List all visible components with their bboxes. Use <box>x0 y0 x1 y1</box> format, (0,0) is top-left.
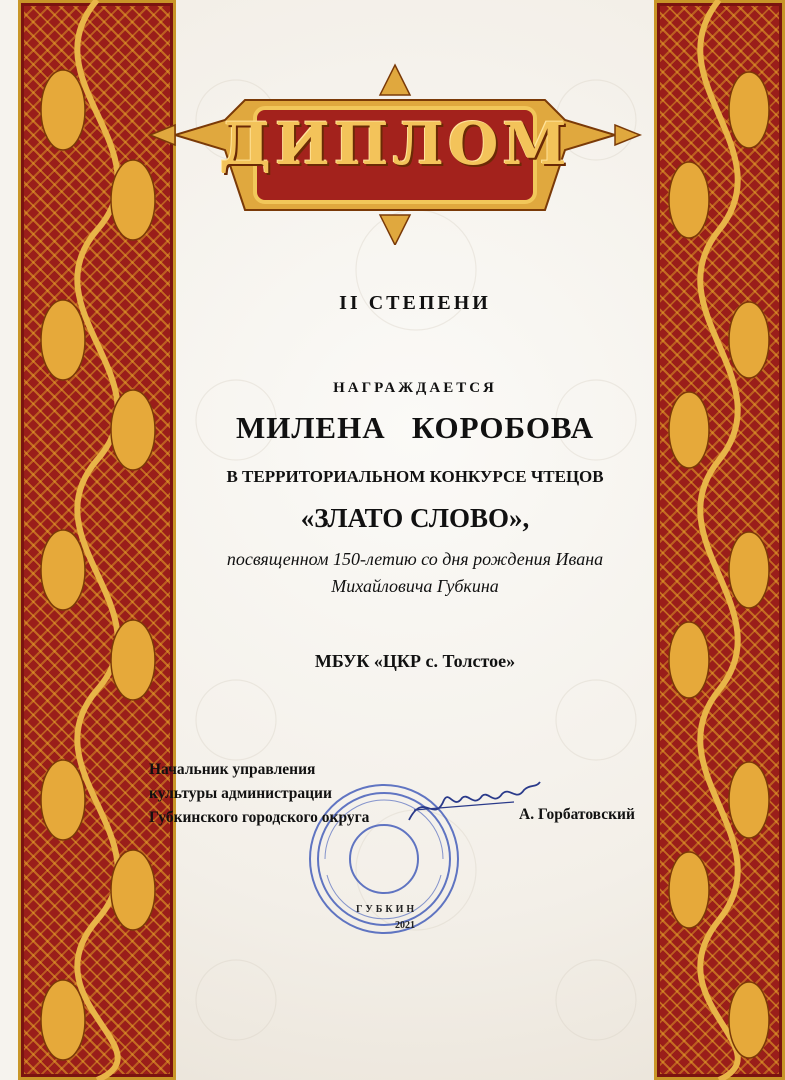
organization: МБУК «ЦКР с. Толстое» <box>314 651 516 671</box>
signatory-line-3: Губкинского городского округа <box>149 809 370 826</box>
contest-title: «ЗЛАТО СЛОВО», <box>300 503 530 533</box>
awarded-text: НАГРАЖДАЕТСЯ <box>333 380 497 396</box>
recipient-name: МИЛЕНА КОРОБОВА <box>235 410 595 445</box>
diploma-title: ДИПЛОМ <box>219 110 571 178</box>
degree-text: II СТЕПЕНИ <box>339 292 491 314</box>
signatory-position <box>149 758 369 830</box>
contest-description: В ТЕРРИТОРИАЛЬНОМ КОНКУРСЕ ЧТЕЦОВ <box>226 467 604 486</box>
title-plaque <box>145 60 645 245</box>
dedication-line-1: посвященном 150-летию со дня рождения Ивана <box>226 549 604 569</box>
signer-name: А. Горбатовский <box>519 806 635 823</box>
dedication <box>176 546 654 600</box>
signatory-line-2: культуры администрации <box>149 785 332 802</box>
stamp-city: ГУБКИН <box>356 904 418 915</box>
dedication-line-2: Михайловича Губкина <box>331 576 499 596</box>
signatory-line-1: Начальник управления <box>149 761 316 778</box>
stamp-year: 2021 <box>395 920 415 931</box>
right-ornament-border <box>654 0 785 1080</box>
